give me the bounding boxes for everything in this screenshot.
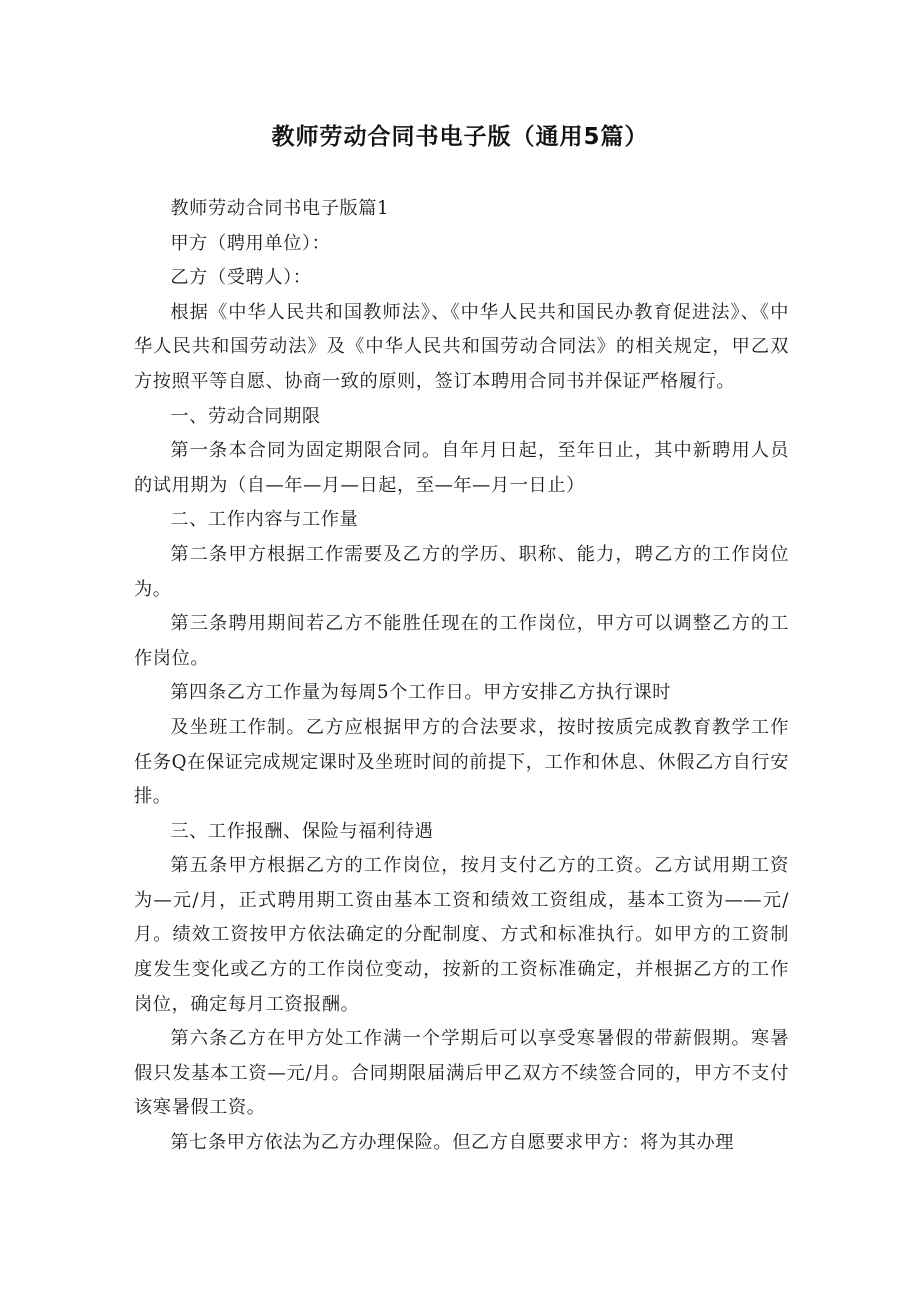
article-4-continued-paragraph: 及坐班工作制。乙方应根据甲方的合法要求，按时按质完成教育教学工作任务Q在保证完成规定课时及坐班时间的前提下，工作和休息、休假乙方自行安排。	[134, 716, 789, 808]
article-4-paragraph: 第四条乙方工作量为每周5个工作日。甲方安排乙方执行课时	[170, 682, 672, 704]
section-heading-work-content: 二、工作内容与工作量	[170, 509, 359, 531]
article-7-paragraph: 第七条甲方依法为乙方办理保险。但乙方自愿要求甲方：将为其办理	[170, 1132, 735, 1154]
preamble-paragraph: 根据《中华人民共和国教师法》、《中华人民共和国民办教育促进法》、《中华人民共和国劳动法》及《中华人民共和国劳动合同法》的相关规定，甲乙双方按照平等自愿、协商一致的原则，签订本聘用合同书并保证严格履行。	[134, 301, 789, 392]
party-a-line: 甲方（聘用单位）：	[170, 232, 331, 254]
section-heading-compensation: 三、工作报酬、保险与福利待遇	[170, 820, 434, 842]
party-b-line: 乙方（受聘人）：	[170, 267, 312, 289]
document-title: 教师劳动合同书电子版（通用5篇）	[271, 124, 649, 150]
section-heading-contract-term: 一、劳动合同期限	[170, 405, 321, 427]
document-body	[134, 192, 789, 1161]
article-5-paragraph: 第五条甲方根据乙方的工作岗位，按月支付乙方的工资。乙方试用期工资为—元/月，正式聘用期工资由基本工资和绩效工资组成，基本工资为——元/月。绩效工资按甲方依法确定的分配制度、方式和标准执行。如甲方的工资制度发生变化或乙方的工作岗位变动，按新的工资标准确定，并根据乙方的工作岗位，确定每月工资报酬。	[134, 855, 789, 1015]
article-6-paragraph: 第六条乙方在甲方处工作满一个学期后可以享受寒暑假的带薪假期。寒暑假只发基本工资—元/月。合同期限届满后甲乙双方不续签合同的，甲方不支付该寒暑假工资。	[134, 1028, 789, 1119]
article-3-paragraph: 第三条聘用期间若乙方不能胜任现在的工作岗位，甲方可以调整乙方的工作岗位。	[134, 613, 789, 669]
article-2-paragraph: 第二条甲方根据工作需要及乙方的学历、职称、能力，聘乙方的工作岗位为。	[134, 543, 789, 600]
section-heading-part-1: 教师劳动合同书电子版篇1	[170, 198, 390, 219]
article-1-paragraph: 第一条本合同为固定期限合同。自年月日起，至年日止，其中新聘用人员的试用期为（自—年—月—日起，至—年—月一日止）	[134, 440, 789, 496]
